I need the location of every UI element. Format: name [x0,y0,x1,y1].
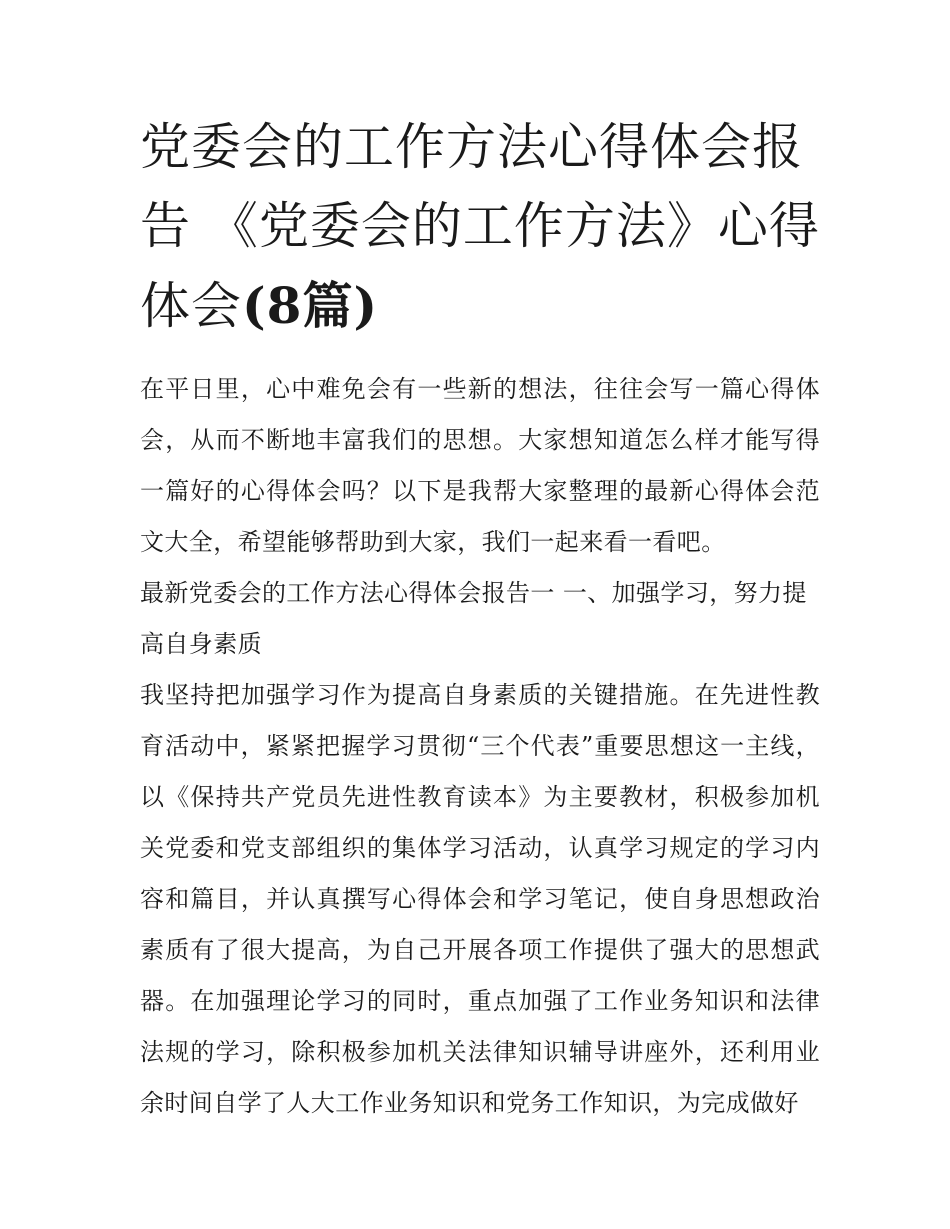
document-content [140,108,820,1129]
body-paragraph: 我坚持把加强学习作为提高自身素质的关键措施。在先进性教育活动中，紧紧把握学习贯彻“三个代表”重要思想这一主线，以《保持共产党员先进性教育读本》为主要教材，积极参加机关党委和党支部组织的集体学习活动，认真学习规定的学习内容和篇目，并认真撰写心得体会和学习笔记，使自身思想政治素质有了很大提高，为自己开展各项工作提供了强大的思想武器。在加强理论学习的同时，重点加强了工作业务知识和法律法规的学习，除积极参加机关法律知识辅导讲座外，还利用业余时间自学了人大工作业务知识和党务工作知识，为完成做好 [140,681,820,1117]
document-title [140,108,820,346]
title-count-text: (8篇) [242,276,379,335]
title-main-text: 党委会的工作方法心得体会报告 《党委会的工作方法》心得体会 [140,118,820,335]
section-heading: 最新党委会的工作方法心得体会报告一 一、加强学习，努力提高自身素质 [140,579,807,658]
intro-paragraph: 在平日里，心中难免会有一些新的想法，往往会写一篇心得体会，从而不断地丰富我们的思想。大家想知道怎么样才能写得一篇好的心得体会吗？以下是我帮大家整理的最新心得体会范文大全，希望能够帮助到大家，我们一起来看一看吧。 [140,375,820,556]
